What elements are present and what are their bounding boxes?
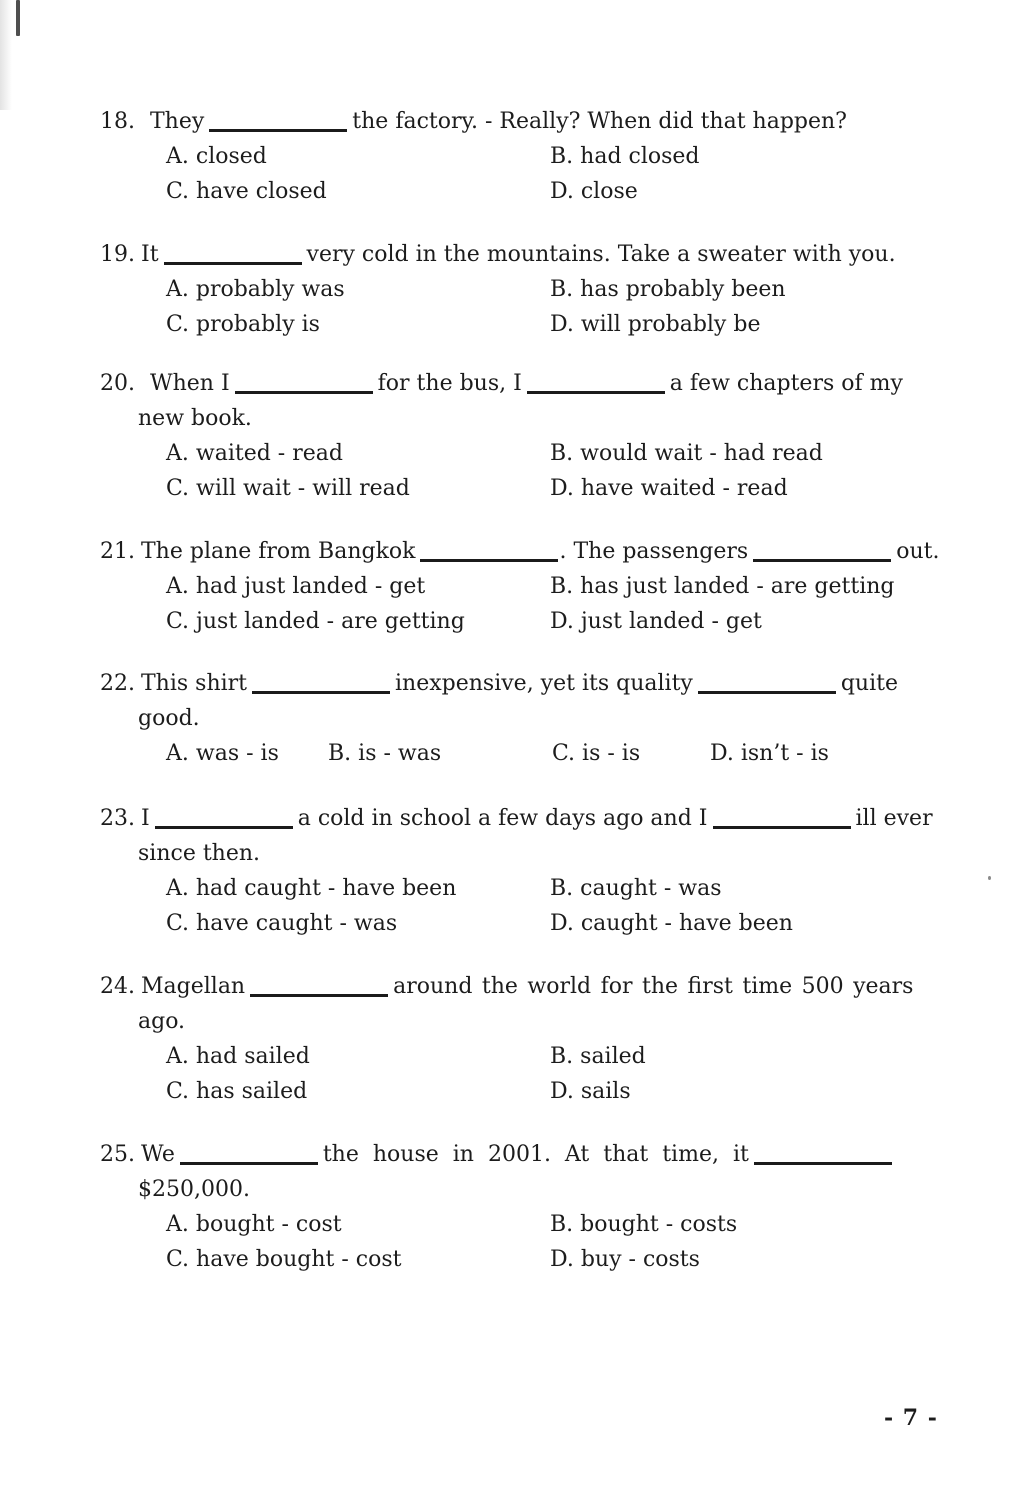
stem-text: very cold in the mountains. Take a sweater with you. [306,242,896,267]
stem-continuation: good. [138,706,200,731]
option-a: A. was - is [166,741,279,766]
question-stem [100,801,950,836]
options-row [100,906,950,941]
option-b: B. is - was [328,741,442,766]
answer-blank [250,981,388,997]
answer-blank [754,1149,892,1165]
answer-blank [155,813,293,829]
stem-text: They [150,109,205,134]
question-stem [100,366,950,401]
scan-edge-shading [0,0,12,110]
stem-continuation: ago. [138,1009,186,1034]
question-22 [100,666,950,771]
question-number: 23. [100,806,135,831]
question-stem [100,1137,950,1172]
options-row [100,1207,950,1242]
answer-blank [713,813,851,829]
option-b: B. caught - was [550,876,722,901]
stem-text: . The passengers [559,539,749,564]
stem-continuation: new book. [138,406,252,431]
option-a: A. closed [166,144,267,169]
answer-blank [753,546,891,562]
option-b: B. has probably been [550,277,786,302]
question-number: 24. [100,974,135,999]
option-c: C. has sailed [166,1079,308,1104]
question-number: 18. [100,109,135,134]
question-19 [100,237,950,342]
option-d: D. isn’t - is [710,741,829,766]
options-row [100,604,950,639]
question-number: 25. [100,1142,135,1167]
option-c: C. is - is [552,741,641,766]
options-row [100,272,950,307]
option-d: D. just landed - get [550,609,762,634]
answer-blank [527,378,665,394]
option-d: D. buy - costs [550,1247,700,1272]
stem-text: The plane from Bangkok [141,539,416,564]
stem-text: I [141,806,150,831]
options-row [100,436,950,471]
option-d: D. have waited - read [550,476,788,501]
stem-text: a cold in school a few days ago and I [297,806,708,831]
stem-text: the house in 2001. At that time, it [322,1142,749,1167]
options-row [100,736,950,771]
option-c: C. probably is [166,312,320,337]
answer-blank [420,546,558,562]
question-number: 22. [100,671,135,696]
stem-text: This shirt [141,671,248,696]
question-23 [100,801,950,941]
option-b: B. sailed [550,1044,646,1069]
options-row [100,1039,950,1074]
stem-text: a few chapters of my [669,371,903,396]
options-row [100,871,950,906]
scan-speck [988,876,991,880]
stem-continuation: since then. [138,841,261,866]
option-c: C. will wait - will read [166,476,410,501]
option-d: D. caught - have been [550,911,793,936]
option-d: D. sails [550,1079,631,1104]
option-b: B. bought - costs [550,1212,738,1237]
option-a: A. bought - cost [166,1212,342,1237]
stem-text: It [141,242,159,267]
option-d: D. will probably be [550,312,761,337]
question-stem [100,666,950,701]
question-number: 19. [100,242,135,267]
stem-text: We [141,1142,175,1167]
options-row [100,139,950,174]
stem-text: for the bus, I [377,371,522,396]
options-row [100,307,950,342]
option-c: C. have closed [166,179,327,204]
question-18 [100,104,950,209]
answer-blank [209,116,347,132]
options-row [100,569,950,604]
stem-text: the factory. - Really? When did that happen? [352,109,847,134]
option-d: D. close [550,179,638,204]
question-21 [100,534,950,639]
question-20 [100,366,950,506]
option-c: C. have bought - cost [166,1247,402,1272]
question-stem [100,104,950,139]
option-b: B. has just landed - are getting [550,574,895,599]
question-25 [100,1137,950,1277]
option-a: A. had just landed - get [166,574,426,599]
question-stem [100,969,950,1004]
option-b: B. had closed [550,144,700,169]
scan-artifact-line [16,0,20,36]
options-row [100,471,950,506]
option-a: A. had sailed [166,1044,310,1069]
option-a: A. probably was [166,277,345,302]
answer-blank [180,1149,318,1165]
question-number: 20. [100,371,135,396]
option-a: A. had caught - have been [166,876,457,901]
stem-text: inexpensive, yet its quality [395,671,693,696]
answer-blank [252,678,390,694]
stem-text: When I [150,371,230,396]
options-row [100,174,950,209]
question-24 [100,969,950,1109]
question-number: 21. [100,539,135,564]
page-number: - 7 - [884,1405,938,1431]
stem-text: Magellan [141,974,246,999]
stem-continuation: $250,000. [138,1177,250,1202]
answer-blank [235,378,373,394]
options-row [100,1242,950,1277]
option-c: C. have caught - was [166,911,398,936]
stem-text: ill ever [855,806,933,831]
options-row [100,1074,950,1109]
option-b: B. would wait - had read [550,441,823,466]
stem-text: around the world for the first time 500 years [393,974,914,999]
answer-blank [698,678,836,694]
question-stem [100,534,950,569]
question-stem [100,237,950,272]
answer-blank [164,249,302,265]
stem-text: out. [896,539,940,564]
option-a: A. waited - read [166,441,343,466]
stem-text: quite [840,671,898,696]
option-c: C. just landed - are getting [166,609,465,634]
